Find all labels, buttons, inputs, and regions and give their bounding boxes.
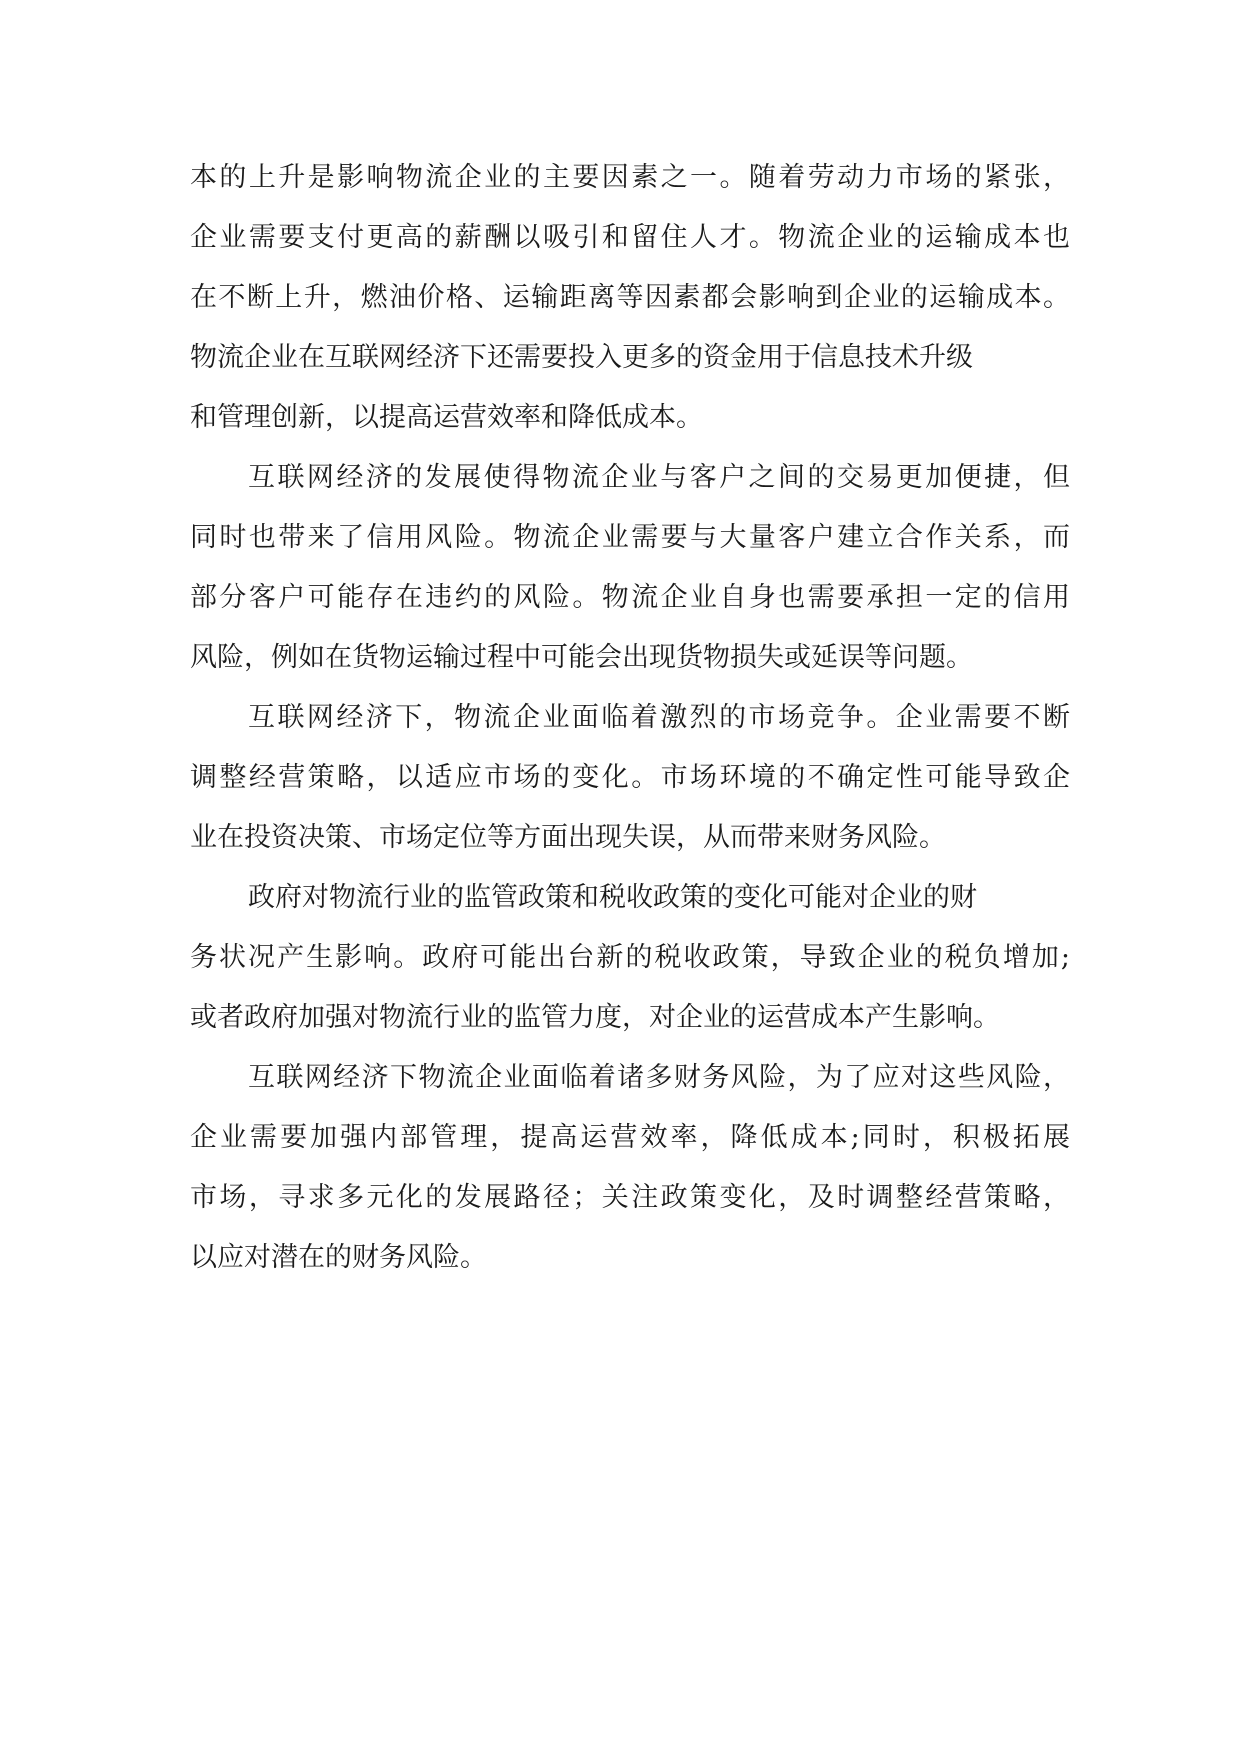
- text-line: 互联网经济下，物流企业面临着激烈的市场竞争。企业需要不断: [248, 702, 1070, 733]
- body-text: [190, 148, 1070, 1288]
- text-line: 或者政府加强对物流行业的监管力度，对企业的运营成本产生影响。: [190, 1002, 1000, 1033]
- text-line: 企业需要支付更高的薪酬以吸引和留住人才。物流企业的运输成本也: [190, 222, 1070, 253]
- text-line: 互联网经济的发展使得物流企业与客户之间的交易更加便捷，但: [248, 462, 1070, 493]
- paragraph-2: [190, 448, 1070, 688]
- text-line: 在不断上升，燃油价格、运输距离等因素都会影响到企业的运输成本。: [190, 282, 1070, 313]
- text-line: 同时也带来了信用风险。物流企业需要与大量客户建立合作关系，而: [190, 522, 1070, 553]
- text-line: 互联网经济下物流企业面临着诸多财务风险，为了应对这些风险，: [248, 1062, 1070, 1093]
- text-line: 企业需要加强内部管理，提高运营效率，降低成本;同时，积极拓展: [190, 1122, 1070, 1153]
- paragraph-3: [190, 688, 1070, 868]
- paragraph-5: [190, 1048, 1070, 1288]
- text-line: 市场，寻求多元化的发展路径；关注政策变化，及时调整经营策略，: [190, 1182, 1070, 1213]
- text-line: 业在投资决策、市场定位等方面出现失误，从而带来财务风险。: [190, 822, 946, 853]
- text-line: 政府对物流行业的监管政策和税收政策的变化可能对企业的财: [248, 882, 977, 913]
- paragraph-1: [190, 148, 1070, 448]
- text-line: 和管理创新，以提高运营效率和降低成本。: [190, 402, 703, 433]
- text-line: 务状况产生影响。政府可能出台新的税收政策，导致企业的税负增加;: [190, 942, 1070, 973]
- text-line: 以应对潜在的财务风险。: [190, 1242, 487, 1273]
- paragraph-4: [190, 868, 1070, 1048]
- text-line: 风险，例如在货物运输过程中可能会出现货物损失或延误等问题。: [190, 642, 973, 673]
- text-line: 物流企业在互联网经济下还需要投入更多的资金用于信息技术升级: [190, 342, 973, 373]
- text-line: 本的上升是影响物流企业的主要因素之一。随着劳动力市场的紧张，: [190, 162, 1070, 193]
- text-line: 调整经营策略，以适应市场的变化。市场环境的不确定性可能导致企: [190, 762, 1070, 793]
- text-line: 部分客户可能存在违约的风险。物流企业自身也需要承担一定的信用: [190, 582, 1070, 613]
